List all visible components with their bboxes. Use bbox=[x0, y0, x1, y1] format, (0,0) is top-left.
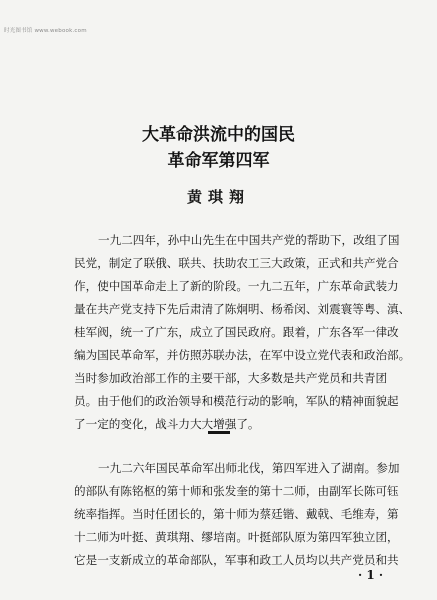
text-line: 量在共产党支持下先后肃清了陈炯明、杨希闵、刘震寰等粤、滇、 bbox=[74, 302, 411, 316]
text-line: 的部队有陈铭枢的第十师和张发奎的第十二师，由副军长陈可钰 bbox=[74, 484, 399, 498]
text-line: 了一定的变化，战斗力大大增强了。 bbox=[74, 417, 260, 431]
text-line: 编为国民革命军，并仿照苏联办法，在军中设立党代表和政治部。 bbox=[74, 348, 411, 362]
text-line: 统率指挥。当时任团长的，第十师为蔡廷锴、戴戟、毛维寿，第 bbox=[74, 507, 399, 521]
text-line: 员。由于他们的政治领导和模范行动的影响，军队的精神面貌起 bbox=[74, 394, 399, 408]
text-line: 桂军阀，统一了广东，成立了国民政府。跟着，广东各军一律改 bbox=[74, 325, 399, 339]
title-line-2: 革命军第四军 bbox=[167, 151, 270, 171]
text-line: 民党，制定了联俄、联共、扶助农工三大政策，正式和共产党合 bbox=[74, 256, 399, 270]
text-line: 十二师为叶挺、黄琪翔、缪培南。叶挺部队原为第四军独立团， bbox=[74, 530, 399, 544]
text-line: 一九二四年，孙中山先生在中国共产党的帮助下，改组了国 bbox=[98, 233, 400, 247]
text-line: 它是一支新成立的革命部队，军事和政工人员均以共产党员和共 bbox=[74, 553, 399, 567]
title-line-1: 大革命洪流中的国民 bbox=[142, 125, 295, 145]
author-name: 黄琪翔 bbox=[186, 188, 250, 206]
page-number: · 1 · bbox=[358, 568, 384, 582]
text-line: 作，使中国革命走上了新的阶段。一九二五年，广东革命武装力 bbox=[74, 279, 399, 293]
text-line: 一九二六年国民革命军出师北伐，第四军进入了湖南。参加 bbox=[98, 461, 400, 475]
section-divider-mark bbox=[208, 431, 230, 434]
watermark: 时光图书馆 www.webook.com bbox=[4, 28, 87, 34]
text-line: 当时参加政治部工作的主要干部，大多数是共产党员和共青团 bbox=[74, 371, 388, 385]
